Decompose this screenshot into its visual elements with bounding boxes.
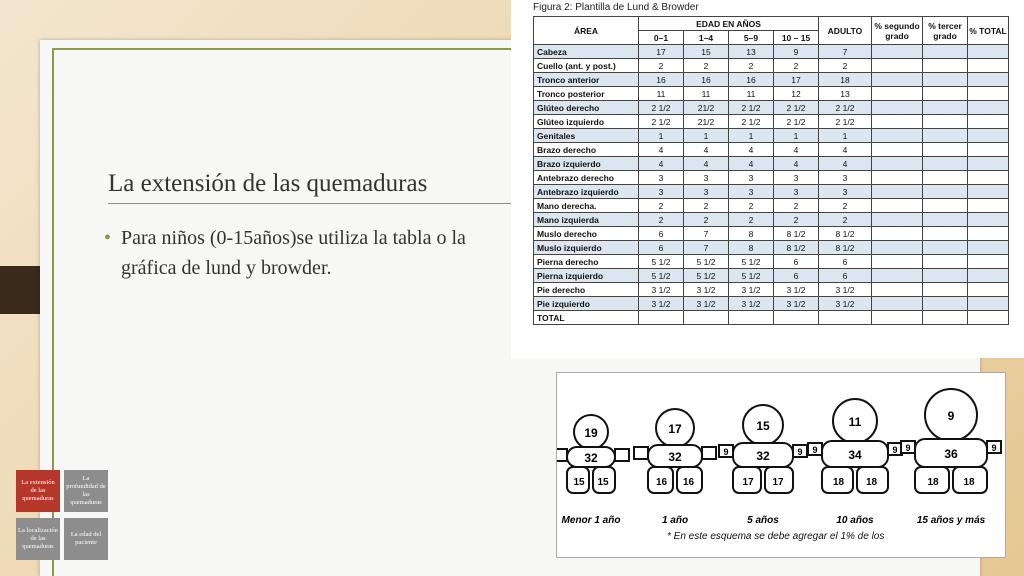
- empty-cell: [872, 283, 923, 297]
- empty-cell: [872, 297, 923, 311]
- figure-leg-value: 18: [832, 477, 845, 488]
- empty-cell: [923, 241, 968, 255]
- area-cell: Glúteo derecho: [534, 101, 639, 115]
- header-adulto: ADULTO: [819, 17, 872, 45]
- value-cell: 6: [819, 255, 872, 269]
- header-segundo: % segundo grado: [872, 17, 923, 45]
- figure-arm: [634, 447, 648, 459]
- value-cell: 2 1/2: [819, 115, 872, 129]
- empty-cell: [923, 213, 968, 227]
- value-cell: 3 1/2: [684, 297, 729, 311]
- header-tercer: % tercer grado: [923, 17, 968, 45]
- value-cell: 4: [729, 143, 774, 157]
- table-row: [534, 269, 1009, 283]
- value-cell: 6: [819, 269, 872, 283]
- value-cell: 3: [684, 171, 729, 185]
- empty-cell: [872, 213, 923, 227]
- header-total: % TOTAL: [968, 17, 1009, 45]
- empty-cell: [968, 241, 1009, 255]
- value-cell: 2 1/2: [774, 101, 819, 115]
- empty-cell: [968, 311, 1009, 325]
- value-cell: 3 1/2: [819, 297, 872, 311]
- empty-cell: [923, 157, 968, 171]
- value-cell: 3 1/2: [774, 297, 819, 311]
- value-cell: 17: [774, 73, 819, 87]
- value-cell: 2: [774, 199, 819, 213]
- figure-trunk-value: 36: [944, 447, 958, 461]
- table-row: [534, 73, 1009, 87]
- figure-arm-value: 9: [991, 443, 997, 453]
- value-cell: 7: [684, 227, 729, 241]
- empty-cell: [923, 297, 968, 311]
- empty-cell: [923, 45, 968, 59]
- value-cell: 2: [639, 213, 684, 227]
- area-cell: Brazo izquierdo: [534, 157, 639, 171]
- total-row: [534, 311, 1009, 325]
- empty-cell: [968, 171, 1009, 185]
- empty-cell: [872, 59, 923, 73]
- value-cell: 11: [684, 87, 729, 101]
- figure-head-value: 9: [947, 409, 955, 423]
- value-cell: 2 1/2: [774, 115, 819, 129]
- figure-head-value: 15: [756, 419, 770, 433]
- value-cell: 2: [729, 59, 774, 73]
- figure-head-value: 19: [584, 426, 598, 440]
- empty-cell: [923, 143, 968, 157]
- bullet-text: Para niños (0-15años)se utiliza la tabla o la gráfica de lund y browder.: [121, 227, 466, 279]
- figure-age-label: 10 años: [836, 515, 874, 526]
- value-cell: 5 1/2: [639, 255, 684, 269]
- figure-head-value: 17: [668, 422, 682, 436]
- area-cell: Cuello (ant. y post.): [534, 59, 639, 73]
- figure-age-label: 5 años: [747, 515, 779, 526]
- value-cell: 3 1/2: [684, 283, 729, 297]
- bullet-item: [104, 223, 484, 283]
- figure-leg-value: 16: [655, 477, 668, 488]
- figure-leg-value: 17: [772, 477, 784, 488]
- header-edad: EDAD EN AÑOS: [639, 17, 819, 31]
- value-cell: 8: [729, 241, 774, 255]
- empty-cell: [819, 311, 872, 325]
- empty-cell: [872, 73, 923, 87]
- empty-cell: [872, 87, 923, 101]
- value-cell: 1: [819, 129, 872, 143]
- table-row: [534, 143, 1009, 157]
- empty-cell: [729, 311, 774, 325]
- empty-cell: [872, 241, 923, 255]
- value-cell: 12: [774, 87, 819, 101]
- value-cell: 3: [729, 171, 774, 185]
- empty-cell: [923, 171, 968, 185]
- empty-cell: [872, 143, 923, 157]
- table-row: [534, 297, 1009, 311]
- value-cell: 7: [819, 45, 872, 59]
- value-cell: 2: [639, 199, 684, 213]
- value-cell: 3 1/2: [639, 283, 684, 297]
- value-cell: 2: [684, 199, 729, 213]
- figure-leg-value: 18: [865, 477, 878, 488]
- value-cell: 2: [729, 199, 774, 213]
- value-cell: 15: [684, 45, 729, 59]
- value-cell: 21/2: [684, 115, 729, 129]
- value-cell: 16: [684, 73, 729, 87]
- empty-cell: [923, 255, 968, 269]
- slide-title: La extensión de las quemaduras: [108, 170, 428, 197]
- value-cell: 2: [684, 213, 729, 227]
- figure-age-label: 15 años y más: [916, 515, 986, 526]
- table-row: [534, 129, 1009, 143]
- value-cell: 1: [684, 129, 729, 143]
- table-row: [534, 101, 1009, 115]
- value-cell: 9: [774, 45, 819, 59]
- area-cell: Cabeza: [534, 45, 639, 59]
- empty-cell: [872, 199, 923, 213]
- empty-cell: [923, 199, 968, 213]
- table-row: [534, 157, 1009, 171]
- value-cell: 16: [729, 73, 774, 87]
- figure-arm: [615, 449, 629, 461]
- area-cell: Muslo izquierdo: [534, 241, 639, 255]
- empty-cell: [968, 45, 1009, 59]
- empty-cell: [968, 269, 1009, 283]
- diagram-note: * En este esquema se debe agregar el 1% de los: [667, 531, 885, 542]
- value-cell: 4: [639, 157, 684, 171]
- area-cell: Genitales: [534, 129, 639, 143]
- figure-leg-value: 15: [573, 477, 585, 488]
- value-cell: 13: [819, 87, 872, 101]
- empty-cell: [968, 227, 1009, 241]
- empty-cell: [923, 87, 968, 101]
- value-cell: 8: [729, 227, 774, 241]
- value-cell: 2 1/2: [639, 115, 684, 129]
- empty-cell: [774, 311, 819, 325]
- body-figures-svg: [557, 373, 1005, 557]
- empty-cell: [872, 101, 923, 115]
- empty-cell: [968, 283, 1009, 297]
- value-cell: 17: [639, 45, 684, 59]
- body-diagram-image: [556, 372, 1006, 558]
- empty-cell: [872, 171, 923, 185]
- value-cell: 4: [774, 143, 819, 157]
- area-cell: Mano derecha.: [534, 199, 639, 213]
- lund-browder-table: [533, 16, 1009, 325]
- figure-arm-value: 9: [905, 443, 911, 453]
- value-cell: 2 1/2: [819, 101, 872, 115]
- empty-cell: [968, 213, 1009, 227]
- value-cell: 4: [639, 143, 684, 157]
- value-cell: 6: [639, 227, 684, 241]
- table-row: [534, 115, 1009, 129]
- empty-cell: [968, 73, 1009, 87]
- value-cell: 5 1/2: [684, 269, 729, 283]
- value-cell: 2: [819, 213, 872, 227]
- figure-age-label: Menor 1 año: [561, 515, 621, 526]
- value-cell: 1: [639, 129, 684, 143]
- table-row: [534, 87, 1009, 101]
- value-cell: 2: [774, 59, 819, 73]
- empty-cell: [923, 129, 968, 143]
- area-cell: Glúteo izquierdo: [534, 115, 639, 129]
- figure-trunk-value: 34: [848, 448, 862, 462]
- value-cell: 2: [639, 59, 684, 73]
- empty-cell: [872, 227, 923, 241]
- value-cell: 2 1/2: [729, 115, 774, 129]
- figure-head-value: 11: [848, 415, 862, 429]
- header-age: 5–9: [729, 31, 774, 45]
- value-cell: 21/2: [684, 101, 729, 115]
- empty-cell: [923, 101, 968, 115]
- area-cell: Pierna derecho: [534, 255, 639, 269]
- value-cell: 3: [819, 171, 872, 185]
- figure-arm: [702, 447, 716, 459]
- value-cell: 6: [774, 269, 819, 283]
- area-cell: Antebrazo izquierdo: [534, 185, 639, 199]
- value-cell: 8 1/2: [819, 227, 872, 241]
- empty-cell: [923, 227, 968, 241]
- area-cell: Brazo derecho: [534, 143, 639, 157]
- empty-cell: [968, 199, 1009, 213]
- table-row: [534, 241, 1009, 255]
- bullet-icon: •: [104, 227, 112, 249]
- table-caption: Figura 2: Plantilla de Lund & Browder: [533, 2, 699, 13]
- value-cell: 1: [729, 129, 774, 143]
- figure-arm: [557, 449, 567, 461]
- value-cell: 5 1/2: [639, 269, 684, 283]
- value-cell: 7: [684, 241, 729, 255]
- table-row: [534, 171, 1009, 185]
- empty-cell: [968, 185, 1009, 199]
- header-age: 1–4: [684, 31, 729, 45]
- header-age: 10 – 15: [774, 31, 819, 45]
- area-cell: Muslo derecho: [534, 227, 639, 241]
- value-cell: 13: [729, 45, 774, 59]
- value-cell: 6: [639, 241, 684, 255]
- empty-cell: [968, 157, 1009, 171]
- value-cell: 4: [819, 143, 872, 157]
- area-cell: Tronco posterior: [534, 87, 639, 101]
- area-cell: Tronco anterior: [534, 73, 639, 87]
- header-age: 0–1: [639, 31, 684, 45]
- empty-cell: [923, 185, 968, 199]
- figure-trunk-value: 32: [584, 451, 598, 465]
- header-area: ÁREA: [534, 17, 639, 45]
- value-cell: 3: [729, 185, 774, 199]
- empty-cell: [872, 185, 923, 199]
- value-cell: 8 1/2: [774, 241, 819, 255]
- value-cell: 2: [819, 59, 872, 73]
- figure-leg-value: 17: [742, 477, 754, 488]
- value-cell: 3 1/2: [774, 283, 819, 297]
- value-cell: 4: [684, 157, 729, 171]
- value-cell: 5 1/2: [729, 255, 774, 269]
- empty-cell: [968, 59, 1009, 73]
- figure-arm-value: 9: [797, 447, 803, 457]
- table-body: [534, 45, 1009, 325]
- empty-cell: [923, 283, 968, 297]
- value-cell: 4: [729, 157, 774, 171]
- figure-leg-value: 16: [682, 477, 695, 488]
- value-cell: 4: [819, 157, 872, 171]
- table-row: [534, 185, 1009, 199]
- value-cell: 18: [819, 73, 872, 87]
- figure-arm-value: 9: [723, 447, 729, 457]
- value-cell: 2 1/2: [729, 101, 774, 115]
- area-cell: Pierna izquierdo: [534, 269, 639, 283]
- value-cell: 3: [774, 171, 819, 185]
- value-cell: 3: [639, 185, 684, 199]
- value-cell: 3 1/2: [639, 297, 684, 311]
- empty-cell: [968, 143, 1009, 157]
- lund-browder-table-image: [511, 0, 1024, 358]
- figure-arm-value: 9: [812, 445, 818, 455]
- table-row: [534, 45, 1009, 59]
- figure-leg-value: 15: [597, 477, 609, 488]
- value-cell: 1: [774, 129, 819, 143]
- value-cell: 2: [774, 213, 819, 227]
- table-row: [534, 213, 1009, 227]
- value-cell: 11: [639, 87, 684, 101]
- area-cell: Pie derecho: [534, 283, 639, 297]
- empty-cell: [872, 157, 923, 171]
- value-cell: 4: [774, 157, 819, 171]
- value-cell: 3 1/2: [819, 283, 872, 297]
- value-cell: 2: [684, 59, 729, 73]
- empty-cell: [968, 297, 1009, 311]
- section-nav: [12, 466, 116, 566]
- value-cell: 11: [729, 87, 774, 101]
- empty-cell: [684, 311, 729, 325]
- empty-cell: [923, 115, 968, 129]
- empty-cell: [968, 129, 1009, 143]
- figure-leg-value: 18: [963, 477, 975, 488]
- total-label: TOTAL: [534, 311, 639, 325]
- empty-cell: [639, 311, 684, 325]
- figure-age-label: 1 año: [661, 515, 689, 526]
- nav-tile-edad[interactable]: La edad del paciente: [64, 518, 108, 560]
- value-cell: 5 1/2: [729, 269, 774, 283]
- table-row: [534, 59, 1009, 73]
- empty-cell: [923, 73, 968, 87]
- value-cell: 3: [774, 185, 819, 199]
- area-cell: Pie izquierdo: [534, 297, 639, 311]
- value-cell: 3: [639, 171, 684, 185]
- value-cell: 4: [684, 143, 729, 157]
- area-cell: Mano izquierda: [534, 213, 639, 227]
- empty-cell: [923, 269, 968, 283]
- empty-cell: [872, 115, 923, 129]
- value-cell: 2: [819, 199, 872, 213]
- value-cell: 16: [639, 73, 684, 87]
- nav-tile-localizacion[interactable]: La localización de las quemaduras: [16, 518, 60, 560]
- empty-cell: [923, 311, 968, 325]
- title-rule: [108, 203, 518, 204]
- figure-trunk-value: 32: [668, 450, 682, 464]
- table-row: [534, 255, 1009, 269]
- empty-cell: [872, 269, 923, 283]
- nav-tile-extension[interactable]: La extensión de las quemaduras: [16, 470, 60, 512]
- table-row: [534, 283, 1009, 297]
- nav-tile-profundidad[interactable]: La profundidad de las quemaduras: [64, 470, 108, 512]
- empty-cell: [968, 101, 1009, 115]
- value-cell: 3 1/2: [729, 297, 774, 311]
- value-cell: 8 1/2: [819, 241, 872, 255]
- table-row: [534, 227, 1009, 241]
- value-cell: 3: [684, 185, 729, 199]
- top-rule: [52, 48, 512, 50]
- empty-cell: [968, 87, 1009, 101]
- table-row: [534, 199, 1009, 213]
- figure-leg-value: 18: [927, 477, 939, 488]
- empty-cell: [968, 115, 1009, 129]
- empty-cell: [872, 45, 923, 59]
- figure-arm-value: 9: [892, 445, 898, 455]
- value-cell: 2 1/2: [639, 101, 684, 115]
- value-cell: 3: [819, 185, 872, 199]
- empty-cell: [923, 59, 968, 73]
- empty-cell: [872, 311, 923, 325]
- figure-trunk-value: 32: [756, 449, 770, 463]
- value-cell: 5 1/2: [684, 255, 729, 269]
- value-cell: 3 1/2: [729, 283, 774, 297]
- empty-cell: [968, 255, 1009, 269]
- value-cell: 6: [774, 255, 819, 269]
- empty-cell: [872, 255, 923, 269]
- value-cell: 8 1/2: [774, 227, 819, 241]
- area-cell: Antebrazo derecho: [534, 171, 639, 185]
- empty-cell: [872, 129, 923, 143]
- value-cell: 2: [729, 213, 774, 227]
